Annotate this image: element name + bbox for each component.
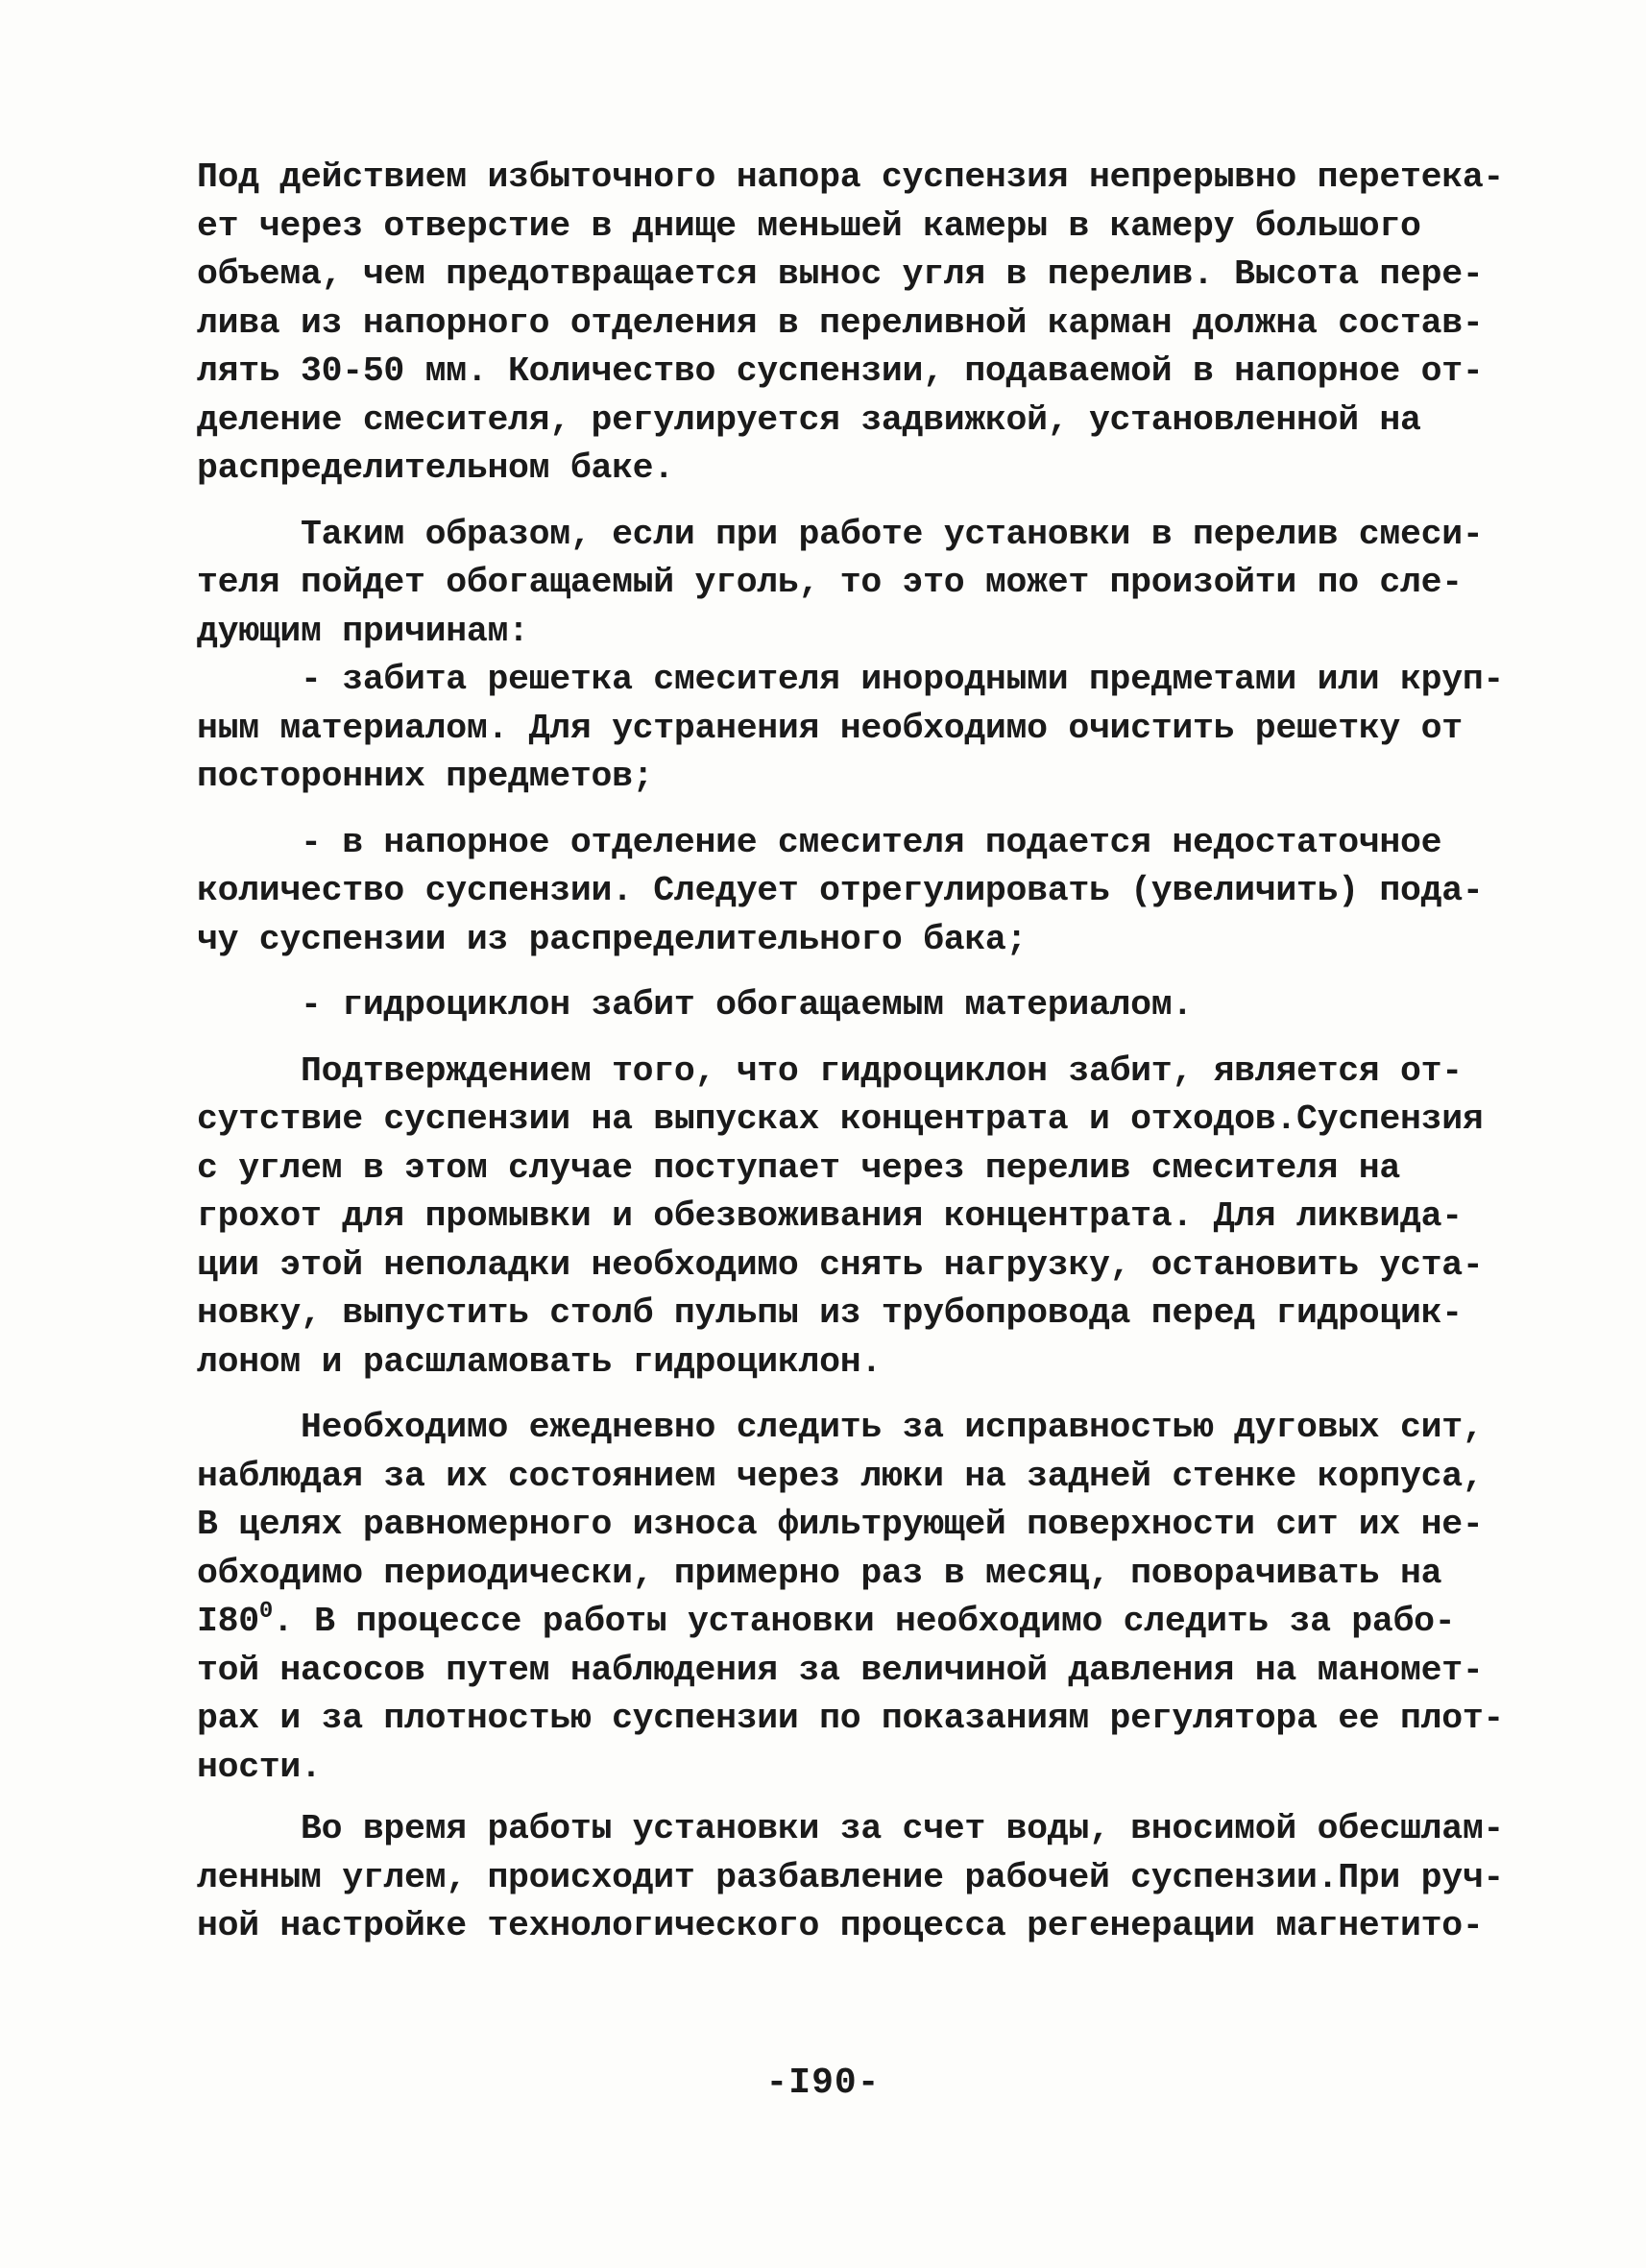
- text-line: лять 30-50 мм. Количество суспензии, подаваемой в напорное от-: [197, 351, 1484, 391]
- text-line: с углем в этом случае поступает через перелив смесителя на: [197, 1147, 1401, 1188]
- page-number: -I90-: [765, 2063, 881, 2104]
- paragraph-8: [197, 1805, 1505, 1951]
- text-line: посторонних предметов;: [197, 757, 654, 796]
- text-line: - гидроциклон забит обогащаемым материалом.: [197, 985, 1193, 1025]
- text-line: В целях равномерного износа фильтрующей поверхности сит их не-: [197, 1505, 1484, 1544]
- text-line: новку, выпустить столб пульпы из трубопровода перед гидроцик-: [197, 1293, 1463, 1333]
- text-line: ет через отверстие в днище меньшей камеры в камеру большого: [197, 205, 1421, 246]
- degree-line-rest: . В процессе работы установки необходимо следить за рабо-: [272, 1602, 1456, 1641]
- text-line: Подтверждением того, что гидроциклон забит, является от-: [197, 1050, 1463, 1091]
- paragraph-gap: [197, 964, 1474, 981]
- paragraph-gap: [197, 1387, 1474, 1404]
- text-line: обходимо периодически, примерно раз в месяц, поворачивать на: [197, 1553, 1442, 1593]
- text-line-with-degree: [197, 1598, 1474, 1647]
- text-line: сутствие суспензии на выпусках концентрата и отходов.Суспензия: [197, 1099, 1484, 1139]
- text-line: ным материалом. Для устранения необходимо очистить решетку от: [197, 708, 1463, 748]
- degree-value: I80: [197, 1602, 259, 1641]
- text-line: количество суспензии. Следует отрегулировать (увеличить) пода-: [197, 871, 1484, 910]
- text-line: наблюдая за их состоянием через люки на задней стенке корпуса,: [197, 1456, 1484, 1496]
- paragraph-6: [197, 1048, 1484, 1387]
- text-line: Во время работы установки за счет воды, вносимой обесшлам-: [197, 1809, 1505, 1848]
- text-line: теля пойдет обогащаемый уголь, то это может произойти по сле-: [197, 563, 1463, 602]
- text-line: рах и за плотностью суспензии по показаниям регулятора ее плот-: [197, 1699, 1505, 1738]
- paragraph-gap: [197, 1030, 1474, 1048]
- text-line: ции этой неполадки необходимо снять нагрузку, остановить уста-: [197, 1244, 1484, 1285]
- paragraph-2: [197, 511, 1484, 657]
- text-line: ности.: [197, 1747, 322, 1787]
- paragraph-gap: [197, 1792, 1474, 1805]
- paragraph-4: [197, 819, 1484, 965]
- text-line: - в напорное отделение смесителя подается недостаточное: [197, 822, 1442, 862]
- text-line: той насосов путем наблюдения за величиной давления на маномет-: [197, 1650, 1484, 1690]
- text-line: ной настройке технологического процесса регенерации магнетито-: [197, 1906, 1484, 1945]
- paragraph-7: [197, 1404, 1505, 1792]
- text-line: Необходимо ежедневно следить за исправностью дуговых сит,: [197, 1408, 1484, 1447]
- text-line: чу суспензии из распределительного бака;: [197, 919, 1028, 959]
- text-line: дующим причинам:: [197, 611, 529, 651]
- text-line: распределительном баке.: [197, 448, 674, 488]
- text-line: Под действием избыточного напора суспензия непрерывно перетека-: [197, 157, 1505, 197]
- body-text: [197, 154, 1505, 1951]
- text-line: объема, чем предотвращается вынос угля в перелив. Высота пере-: [197, 254, 1484, 294]
- text-line: лива из напорного отделения в переливной карман должна состав-: [197, 302, 1484, 343]
- text-line: деление смесителя, регулируется задвижкой, установленной на: [197, 399, 1421, 440]
- text-line: грохот для промывки и обезвоживания концентрата. Для ликвида-: [197, 1196, 1463, 1236]
- text-line: Таким образом, если при работе установки в перелив смеси-: [197, 514, 1484, 554]
- paragraph-gap: [197, 494, 1474, 511]
- paragraph-1: [197, 154, 1505, 494]
- paragraph-gap: [197, 802, 1474, 819]
- text-line: ленным углем, происходит разбавление рабочей суспензии.При руч-: [197, 1857, 1505, 1897]
- text-line: лоном и расшламовать гидроциклон.: [197, 1341, 882, 1382]
- paragraph-3: [197, 656, 1505, 802]
- text-line: - забита решетка смесителя инородными предметами или круп-: [197, 660, 1505, 699]
- paragraph-5: [197, 981, 1474, 1030]
- degree-superscript: 0: [258, 1599, 273, 1625]
